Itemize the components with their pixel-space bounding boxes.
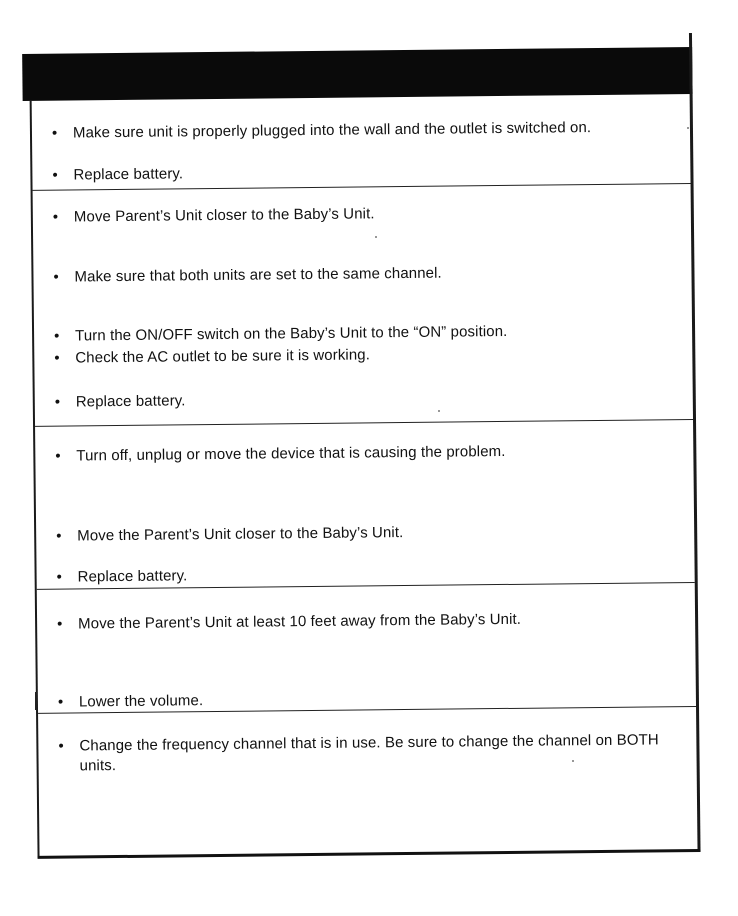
bullet-icon: • <box>53 268 59 286</box>
section-5 <box>38 706 697 857</box>
bullet-icon: • <box>52 166 58 184</box>
bullet-icon: • <box>58 737 64 755</box>
bullet-item: • Turn off, unplug or move the device that is causing the problem. <box>55 442 506 465</box>
bullet-icon: • <box>54 349 60 367</box>
bullet-item: • Turn the ON/OFF switch on the Baby’s Unit to the “ON” position. <box>54 322 508 345</box>
bullet-item: • Make sure that both units are set to the same channel. <box>53 264 442 286</box>
scan-speck <box>572 760 574 762</box>
bullet-item: • Replace battery. <box>54 392 186 411</box>
scan-speck <box>687 127 689 129</box>
bullet-icon: • <box>55 447 61 465</box>
bullet-icon: • <box>54 393 61 411</box>
section-3 <box>35 419 695 589</box>
bullet-icon: • <box>56 527 62 545</box>
section-1 <box>32 94 691 189</box>
bullet-icon: • <box>57 615 63 633</box>
bullet-item: • Move the Parent’s Unit closer to the Baby’s Unit. <box>56 524 404 545</box>
bullet-item: • Move the Parent’s Unit at least 10 feet away from the Baby’s Unit. <box>57 610 522 633</box>
bullet-item: • Change the frequency channel that is in use. Be sure to change the channel on BOTH units. <box>58 731 659 775</box>
bullet-icon: • <box>57 693 64 711</box>
bullet-item: • Make sure unit is properly plugged into the wall and the outlet is switched on. <box>51 119 592 142</box>
bullet-item: • Lower the volume. <box>57 692 204 711</box>
bullet-item: • Check the AC outlet to be sure it is working. <box>54 346 371 367</box>
bullet-item: • Replace battery. <box>56 567 188 586</box>
section-2 <box>33 183 693 426</box>
troubleshooting-page <box>22 33 701 858</box>
scan-mark <box>35 692 37 710</box>
bullet-icon: • <box>52 208 59 226</box>
bullet-item: • Replace battery. <box>52 165 184 184</box>
bullet-icon: • <box>56 568 63 586</box>
section-4 <box>37 582 696 713</box>
scan-speck <box>438 410 440 412</box>
header-bar <box>22 47 692 101</box>
scan-speck <box>375 236 377 238</box>
bullet-icon: • <box>54 327 60 345</box>
bullet-item: • Move Parent’s Unit closer to the Baby’s Unit. <box>52 205 375 226</box>
bullet-icon: • <box>51 124 58 142</box>
